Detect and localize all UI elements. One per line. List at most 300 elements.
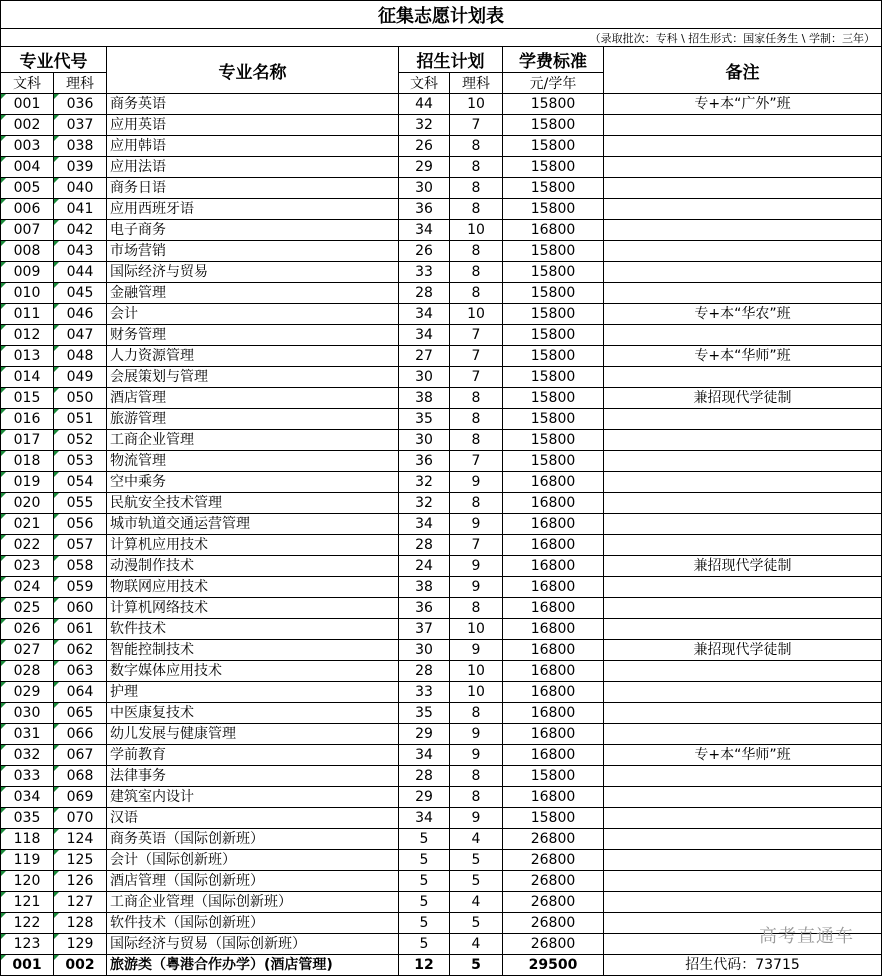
cell-major-name: 应用法语 [107, 157, 399, 178]
cell-wen-code: 021 [1, 514, 54, 535]
cell-li-code: 065 [54, 703, 107, 724]
cell-major-name: 智能控制技术 [107, 640, 399, 661]
cell-plan-li: 8 [450, 283, 503, 304]
table-row [1, 178, 882, 199]
cell-fee: 16800 [503, 472, 604, 493]
cell-fee: 15800 [503, 199, 604, 220]
cell-plan-li: 7 [450, 115, 503, 136]
cell-plan-wen: 5 [399, 892, 450, 913]
table-row [1, 577, 882, 598]
cell-note: 专+本“华师”班 [604, 346, 882, 367]
cell-plan-li: 8 [450, 262, 503, 283]
cell-major-name: 金融管理 [107, 283, 399, 304]
cell-plan-li: 8 [450, 703, 503, 724]
table-row [1, 325, 882, 346]
table-row [1, 892, 882, 913]
cell-fee: 15800 [503, 136, 604, 157]
cell-wen-code: 027 [1, 640, 54, 661]
cell-plan-li: 8 [450, 409, 503, 430]
cell-plan-li: 7 [450, 325, 503, 346]
cell-fee: 16800 [503, 556, 604, 577]
cell-note [604, 724, 882, 745]
cell-note [604, 766, 882, 787]
cell-plan-wen: 26 [399, 136, 450, 157]
cell-major-name: 软件技术 [107, 619, 399, 640]
cell-plan-wen: 28 [399, 766, 450, 787]
cell-plan-li: 10 [450, 661, 503, 682]
cell-plan-li: 8 [450, 136, 503, 157]
cell-wen-code: 004 [1, 157, 54, 178]
table-row [1, 430, 882, 451]
cell-wen-code: 121 [1, 892, 54, 913]
cell-plan-li: 8 [450, 178, 503, 199]
cell-note: 兼招现代学徒制 [604, 388, 882, 409]
table-row [1, 262, 882, 283]
cell-li-code: 057 [54, 535, 107, 556]
table-row [1, 94, 882, 115]
cell-li-code: 039 [54, 157, 107, 178]
cell-note [604, 451, 882, 472]
cell-plan-wen: 29 [399, 787, 450, 808]
cell-li-code: 058 [54, 556, 107, 577]
cell-plan-li: 4 [450, 829, 503, 850]
cell-major-name: 法律事务 [107, 766, 399, 787]
cell-major-name: 工商企业管理（国际创新班） [107, 892, 399, 913]
cell-note [604, 493, 882, 514]
cell-note [604, 577, 882, 598]
cell-major-name: 电子商务 [107, 220, 399, 241]
header-code-group: 专业代号 [1, 47, 107, 73]
cell-wen-code: 031 [1, 724, 54, 745]
cell-major-name: 数字媒体应用技术 [107, 661, 399, 682]
watermark-text: 高考直通车 [759, 926, 854, 947]
cell-fee: 26800 [503, 934, 604, 955]
cell-plan-wen: 29 [399, 724, 450, 745]
cell-fee: 16800 [503, 535, 604, 556]
cell-plan-li: 9 [450, 556, 503, 577]
cell-note [604, 535, 882, 556]
cell-major-name: 会计（国际创新班） [107, 850, 399, 871]
cell-plan-wen: 26 [399, 241, 450, 262]
cell-wen-code: 005 [1, 178, 54, 199]
cell-plan-wen: 32 [399, 115, 450, 136]
cell-wen-code: 015 [1, 388, 54, 409]
cell-note: 专+本“华农”班 [604, 304, 882, 325]
cell-li-code: 050 [54, 388, 107, 409]
table-row [1, 703, 882, 724]
cell-major-name: 民航安全技术管理 [107, 493, 399, 514]
cell-li-code: 124 [54, 829, 107, 850]
cell-note [604, 178, 882, 199]
cell-plan-wen: 32 [399, 472, 450, 493]
cell-note [604, 829, 882, 850]
cell-wen-code: 025 [1, 598, 54, 619]
cell-li-code: 125 [54, 850, 107, 871]
cell-plan-wen: 24 [399, 556, 450, 577]
cell-plan-li: 5 [450, 850, 503, 871]
cell-major-name: 应用英语 [107, 115, 399, 136]
cell-note [604, 199, 882, 220]
cell-note: 兼招现代学徒制 [604, 640, 882, 661]
cell-note [604, 850, 882, 871]
cell-plan-li: 9 [450, 472, 503, 493]
cell-plan-li: 8 [450, 787, 503, 808]
cell-plan-li: 8 [450, 388, 503, 409]
cell-major-name: 中医康复技术 [107, 703, 399, 724]
cell-li-code: 062 [54, 640, 107, 661]
table-row [1, 304, 882, 325]
header-plan-group: 招生计划 [399, 47, 503, 73]
table-row [1, 955, 882, 976]
cell-note [604, 220, 882, 241]
cell-wen-code: 028 [1, 661, 54, 682]
cell-li-code: 002 [54, 955, 107, 976]
cell-plan-li: 5 [450, 913, 503, 934]
cell-note [604, 808, 882, 829]
cell-li-code: 128 [54, 913, 107, 934]
cell-plan-li: 9 [450, 577, 503, 598]
table-row [1, 619, 882, 640]
cell-plan-wen: 34 [399, 304, 450, 325]
cell-li-code: 056 [54, 514, 107, 535]
cell-wen-code: 026 [1, 619, 54, 640]
cell-plan-li: 7 [450, 535, 503, 556]
cell-fee: 15800 [503, 451, 604, 472]
table-row [1, 472, 882, 493]
cell-fee: 26800 [503, 892, 604, 913]
cell-wen-code: 016 [1, 409, 54, 430]
cell-wen-code: 008 [1, 241, 54, 262]
cell-li-code: 049 [54, 367, 107, 388]
cell-fee: 16800 [503, 787, 604, 808]
cell-fee: 15800 [503, 262, 604, 283]
cell-li-code: 036 [54, 94, 107, 115]
table-row [1, 640, 882, 661]
cell-major-name: 工商企业管理 [107, 430, 399, 451]
cell-li-code: 041 [54, 199, 107, 220]
cell-li-code: 045 [54, 283, 107, 304]
cell-plan-wen: 38 [399, 577, 450, 598]
cell-wen-code: 119 [1, 850, 54, 871]
cell-note [604, 136, 882, 157]
cell-wen-code: 020 [1, 493, 54, 514]
cell-wen-code: 018 [1, 451, 54, 472]
cell-note [604, 325, 882, 346]
table-row [1, 157, 882, 178]
cell-wen-code: 029 [1, 682, 54, 703]
cell-note [604, 598, 882, 619]
cell-fee: 26800 [503, 829, 604, 850]
table-row [1, 724, 882, 745]
table-row [1, 493, 882, 514]
cell-fee: 15800 [503, 178, 604, 199]
cell-plan-li: 7 [450, 367, 503, 388]
table-row [1, 745, 882, 766]
cell-major-name: 空中乘务 [107, 472, 399, 493]
cell-li-code: 051 [54, 409, 107, 430]
cell-fee: 15800 [503, 115, 604, 136]
cell-plan-li: 9 [450, 745, 503, 766]
cell-major-name: 国际经济与贸易（国际创新班） [107, 934, 399, 955]
cell-plan-li: 8 [450, 157, 503, 178]
cell-plan-wen: 5 [399, 829, 450, 850]
cell-fee: 15800 [503, 94, 604, 115]
cell-note [604, 472, 882, 493]
cell-plan-wen: 29 [399, 157, 450, 178]
cell-plan-wen: 44 [399, 94, 450, 115]
cell-plan-li: 8 [450, 598, 503, 619]
cell-major-name: 商务日语 [107, 178, 399, 199]
cell-major-name: 市场营销 [107, 241, 399, 262]
cell-wen-code: 019 [1, 472, 54, 493]
cell-wen-code: 013 [1, 346, 54, 367]
table-row [1, 808, 882, 829]
cell-note [604, 871, 882, 892]
cell-wen-code: 012 [1, 325, 54, 346]
cell-li-code: 063 [54, 661, 107, 682]
cell-major-name: 国际经济与贸易 [107, 262, 399, 283]
cell-li-code: 061 [54, 619, 107, 640]
cell-fee: 15800 [503, 304, 604, 325]
cell-wen-code: 023 [1, 556, 54, 577]
cell-plan-wen: 34 [399, 808, 450, 829]
cell-li-code: 060 [54, 598, 107, 619]
table-row [1, 346, 882, 367]
cell-li-code: 127 [54, 892, 107, 913]
cell-note: 兼招现代学徒制 [604, 556, 882, 577]
cell-plan-li: 4 [450, 934, 503, 955]
cell-plan-wen: 35 [399, 409, 450, 430]
cell-fee: 15800 [503, 283, 604, 304]
cell-plan-li: 9 [450, 808, 503, 829]
cell-fee: 15800 [503, 430, 604, 451]
cell-li-code: 044 [54, 262, 107, 283]
cell-wen-code: 011 [1, 304, 54, 325]
cell-fee: 26800 [503, 850, 604, 871]
table-row [1, 367, 882, 388]
table-row [1, 598, 882, 619]
cell-fee: 15800 [503, 409, 604, 430]
cell-note: 招生代码：73715 [604, 955, 882, 976]
cell-plan-wen: 5 [399, 934, 450, 955]
cell-fee: 15800 [503, 766, 604, 787]
cell-li-code: 129 [54, 934, 107, 955]
cell-wen-code: 009 [1, 262, 54, 283]
cell-major-name: 应用西班牙语 [107, 199, 399, 220]
cell-major-name: 酒店管理（国际创新班） [107, 871, 399, 892]
table-row [1, 199, 882, 220]
cell-fee: 26800 [503, 913, 604, 934]
sheet-subtitle: （录取批次：专科 \ 招生形式：国家任务生 \ 学制：三年） [1, 29, 882, 47]
cell-note: 专+本“广外”班 [604, 94, 882, 115]
cell-wen-code: 001 [1, 955, 54, 976]
table-row [1, 241, 882, 262]
cell-major-name: 城市轨道交通运营管理 [107, 514, 399, 535]
cell-fee: 16800 [503, 220, 604, 241]
cell-li-code: 046 [54, 304, 107, 325]
cell-note [604, 283, 882, 304]
cell-major-name: 会计 [107, 304, 399, 325]
cell-plan-wen: 30 [399, 640, 450, 661]
cell-plan-wen: 34 [399, 220, 450, 241]
cell-plan-wen: 12 [399, 955, 450, 976]
cell-fee: 16800 [503, 493, 604, 514]
table-row [1, 514, 882, 535]
cell-major-name: 汉语 [107, 808, 399, 829]
cell-wen-code: 024 [1, 577, 54, 598]
cell-major-name: 旅游类（粤港合作办学）(酒店管理) [107, 955, 399, 976]
table-row [1, 409, 882, 430]
cell-fee: 15800 [503, 808, 604, 829]
cell-wen-code: 010 [1, 283, 54, 304]
cell-wen-code: 035 [1, 808, 54, 829]
table-row [1, 850, 882, 871]
table-row [1, 682, 882, 703]
cell-fee: 16800 [503, 577, 604, 598]
cell-fee: 16800 [503, 598, 604, 619]
cell-plan-wen: 30 [399, 430, 450, 451]
cell-fee: 29500 [503, 955, 604, 976]
cell-fee: 15800 [503, 388, 604, 409]
cell-li-code: 055 [54, 493, 107, 514]
cell-plan-li: 7 [450, 346, 503, 367]
cell-plan-li: 8 [450, 430, 503, 451]
cell-fee: 16800 [503, 745, 604, 766]
cell-li-code: 126 [54, 871, 107, 892]
cell-fee: 26800 [503, 871, 604, 892]
cell-plan-wen: 27 [399, 346, 450, 367]
cell-li-code: 043 [54, 241, 107, 262]
cell-wen-code: 006 [1, 199, 54, 220]
cell-plan-wen: 30 [399, 178, 450, 199]
cell-plan-wen: 5 [399, 850, 450, 871]
cell-plan-li: 5 [450, 955, 503, 976]
cell-plan-wen: 36 [399, 451, 450, 472]
cell-wen-code: 003 [1, 136, 54, 157]
cell-note [604, 262, 882, 283]
cell-plan-wen: 28 [399, 535, 450, 556]
cell-major-name: 财务管理 [107, 325, 399, 346]
cell-major-name: 应用韩语 [107, 136, 399, 157]
cell-plan-wen: 34 [399, 325, 450, 346]
cell-fee: 16800 [503, 640, 604, 661]
cell-wen-code: 123 [1, 934, 54, 955]
cell-plan-wen: 28 [399, 283, 450, 304]
table-row [1, 535, 882, 556]
cell-wen-code: 032 [1, 745, 54, 766]
cell-wen-code: 120 [1, 871, 54, 892]
header-fee-group: 学费标准 [503, 47, 604, 73]
cell-note [604, 682, 882, 703]
table-row [1, 556, 882, 577]
cell-major-name: 会展策划与管理 [107, 367, 399, 388]
header-plan-li: 理科 [450, 73, 503, 94]
cell-plan-wen: 34 [399, 514, 450, 535]
cell-plan-wen: 36 [399, 199, 450, 220]
cell-note [604, 241, 882, 262]
cell-fee: 15800 [503, 241, 604, 262]
cell-note [604, 703, 882, 724]
cell-major-name: 学前教育 [107, 745, 399, 766]
cell-plan-wen: 5 [399, 871, 450, 892]
cell-plan-li: 7 [450, 451, 503, 472]
cell-li-code: 070 [54, 808, 107, 829]
cell-major-name: 软件技术（国际创新班） [107, 913, 399, 934]
sheet-title: 征集志愿计划表 [1, 1, 882, 29]
cell-wen-code: 001 [1, 94, 54, 115]
cell-note [604, 430, 882, 451]
cell-wen-code: 014 [1, 367, 54, 388]
cell-note [604, 367, 882, 388]
table-row [1, 787, 882, 808]
cell-plan-li: 8 [450, 493, 503, 514]
table-row [1, 220, 882, 241]
cell-note [604, 787, 882, 808]
cell-plan-li: 10 [450, 94, 503, 115]
cell-major-name: 护理 [107, 682, 399, 703]
table-row [1, 661, 882, 682]
cell-li-code: 052 [54, 430, 107, 451]
cell-wen-code: 033 [1, 766, 54, 787]
cell-fee: 16800 [503, 724, 604, 745]
cell-note [604, 409, 882, 430]
cell-fee: 16800 [503, 682, 604, 703]
table-row [1, 766, 882, 787]
cell-li-code: 048 [54, 346, 107, 367]
cell-fee: 16800 [503, 619, 604, 640]
cell-plan-li: 10 [450, 619, 503, 640]
cell-note [604, 892, 882, 913]
cell-fee: 16800 [503, 514, 604, 535]
cell-major-name: 计算机应用技术 [107, 535, 399, 556]
cell-li-code: 059 [54, 577, 107, 598]
header-code-li: 理科 [54, 73, 107, 94]
cell-wen-code: 122 [1, 913, 54, 934]
cell-plan-li: 4 [450, 892, 503, 913]
cell-li-code: 068 [54, 766, 107, 787]
table-row [1, 136, 882, 157]
table-row [1, 934, 882, 955]
cell-wen-code: 034 [1, 787, 54, 808]
cell-plan-li: 9 [450, 724, 503, 745]
cell-wen-code: 118 [1, 829, 54, 850]
cell-li-code: 040 [54, 178, 107, 199]
cell-li-code: 053 [54, 451, 107, 472]
cell-fee: 15800 [503, 325, 604, 346]
cell-plan-li: 10 [450, 220, 503, 241]
cell-major-name: 旅游管理 [107, 409, 399, 430]
cell-plan-li: 9 [450, 640, 503, 661]
table-row [1, 451, 882, 472]
cell-fee: 15800 [503, 157, 604, 178]
cell-plan-li: 10 [450, 682, 503, 703]
cell-wen-code: 022 [1, 535, 54, 556]
header-code-wen: 文科 [1, 73, 54, 94]
cell-plan-wen: 33 [399, 682, 450, 703]
cell-plan-li: 5 [450, 871, 503, 892]
table-row [1, 283, 882, 304]
header-fee-unit: 元/学年 [503, 73, 604, 94]
cell-note [604, 619, 882, 640]
cell-plan-wen: 30 [399, 367, 450, 388]
cell-li-code: 037 [54, 115, 107, 136]
cell-fee: 15800 [503, 367, 604, 388]
cell-plan-wen: 33 [399, 262, 450, 283]
cell-major-name: 酒店管理 [107, 388, 399, 409]
cell-major-name: 商务英语 [107, 94, 399, 115]
cell-li-code: 042 [54, 220, 107, 241]
cell-major-name: 商务英语（国际创新班） [107, 829, 399, 850]
